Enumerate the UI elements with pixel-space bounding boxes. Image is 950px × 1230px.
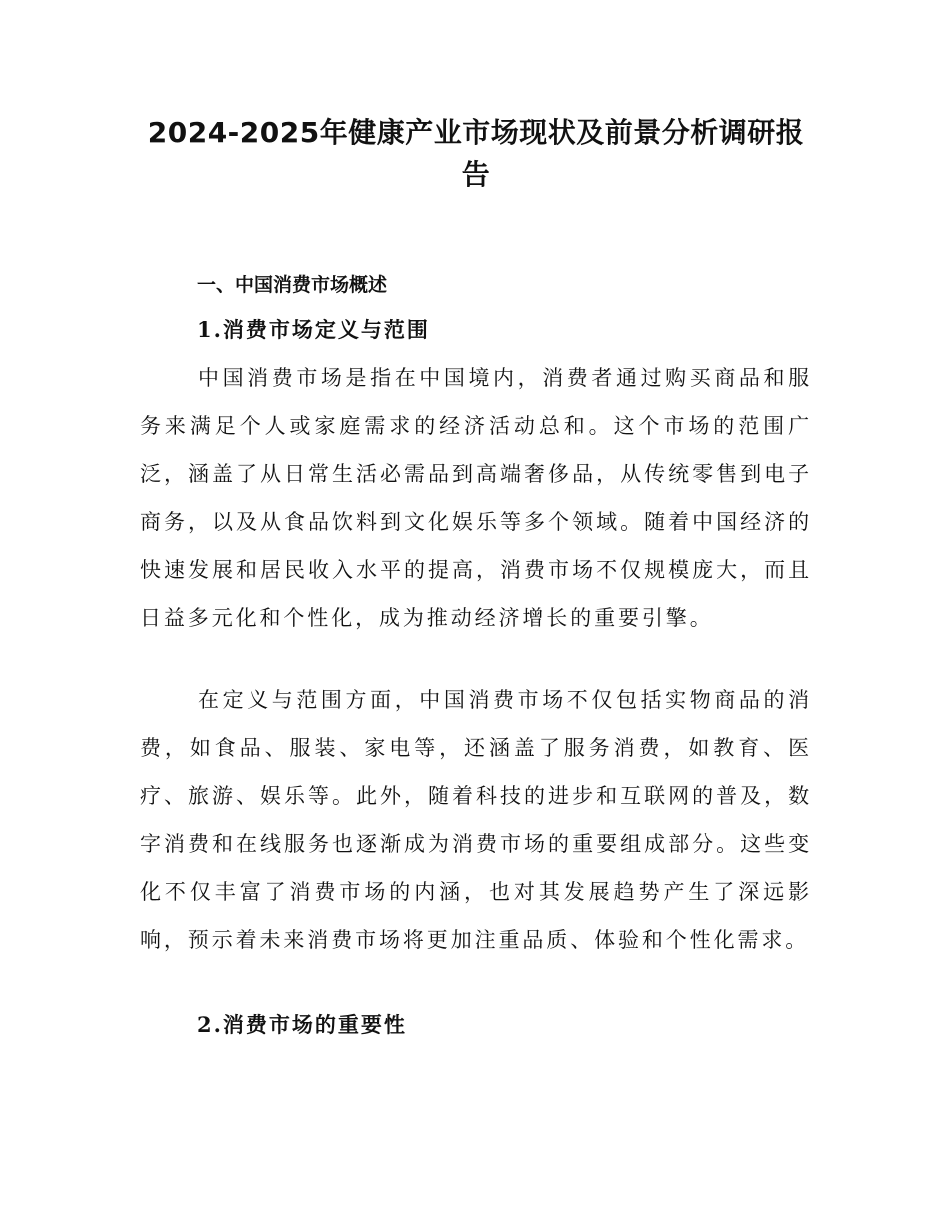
document-title: 2024-2025年健康产业市场现状及前景分析调研报告: [147, 116, 805, 191]
subsection-heading: 1.消费市场定义与范围: [197, 317, 430, 342]
body-paragraph: 在定义与范围方面，中国消费市场不仅包括实物商品的消费，如食品、服装、家电等，还涵盖了服务消费，如教育、医疗、旅游、娱乐等。此外，随着科技的进步和互联网的普及，数字消费和在线服务也逐渐成为消费市场的重要组成部分。这些变化不仅丰富了消费市场的内涵，也对其发展趋势产生了深远影响，预示着未来消费市场将更加注重品质、体验和个性化需求。: [140, 688, 812, 952]
body-paragraph: 中国消费市场是指在中国境内，消费者通过购买商品和服务来满足个人或家庭需求的经济活动总和。这个市场的范围广泛，涵盖了从日常生活必需品到高端奢侈品，从传统零售到电子商务，以及从食品饮料到文化娱乐等多个领域。随着中国经济的快速发展和居民收入水平的提高，消费市场不仅规模庞大，而且日益多元化和个性化，成为推动经济增长的重要引擎。: [140, 366, 812, 630]
section-heading: 一、中国消费市场概述: [197, 274, 388, 296]
subsection-heading: 2.消费市场的重要性: [197, 1012, 407, 1037]
